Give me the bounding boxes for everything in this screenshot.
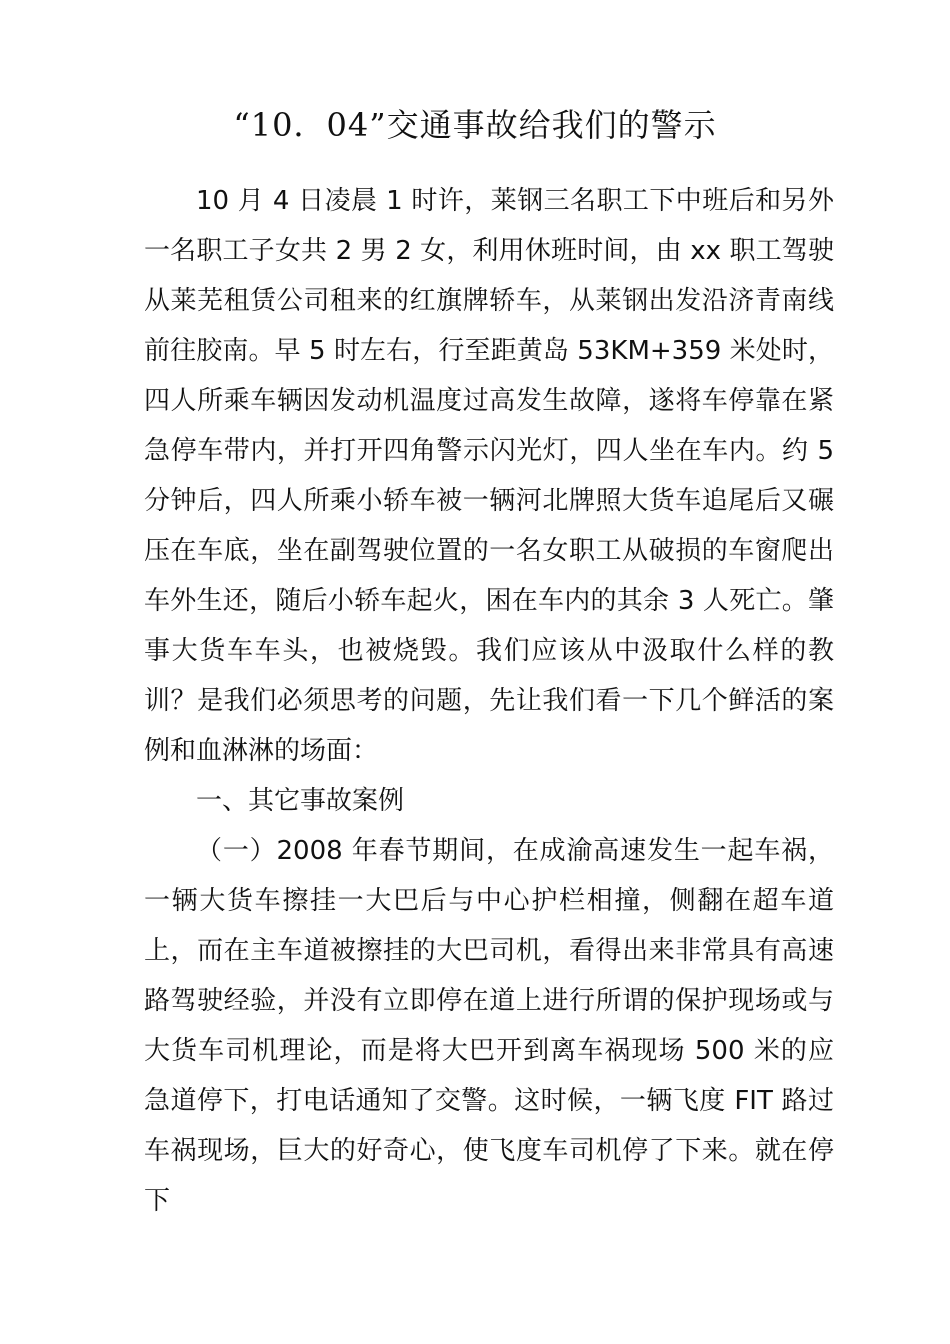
section-heading-other-cases: 一、其它事故案例 [196,786,405,816]
document-title: “10．04”交通事故给我们的警示 [233,106,717,144]
paragraph-case-one: （一）2008 年春节期间，在成渝高速发生一起车祸，一辆大货车擦挂一大巴后与中心护栏相撞，侧翻在超车道上，而在主车道被擦挂的大巴司机，看得出来非常具有高速路驾驶经验，并没有立即停在道上进行所谓的保护现场或与大货车司机理论，而是将大巴开到离车祸现场 500 米的应急道停下，打电话通知了交警。这时候，一辆飞度 FIT 路过车祸现场，巨大的好奇心，使飞度车司机停了下来。就在停下 [144,836,834,1216]
document-body [144,176,834,1226]
paragraph-incident-summary: 10 月 4 日凌晨 1 时许，莱钢三名职工下中班后和另外一名职工子女共 2 男 2 女，利用休班时间，由 xx 职工驾驶从莱芜租赁公司租来的红旗牌轿车，从莱钢出发沿济青南线前往胶南。早 5 时左右，行至距黄岛 53KM+359 米处时，四人所乘车辆因发动机温度过高发生故障，遂将车停靠在紧急停车带内，并打开四角警示闪光灯，四人坐在车内。约 5 分钟后，四人所乘小轿车被一辆河北牌照大货车追尾后又碾压在车底，坐在副驾驶位置的一名女职工从破损的车窗爬出车外生还，随后小轿车起火，困在车内的其余 3 人死亡。肇事大货车车头，也被烧毁。我们应该从中汲取什么样的教训？是我们必须思考的问题，先让我们看一下几个鲜活的案例和血淋淋的场面： [144,186,834,766]
